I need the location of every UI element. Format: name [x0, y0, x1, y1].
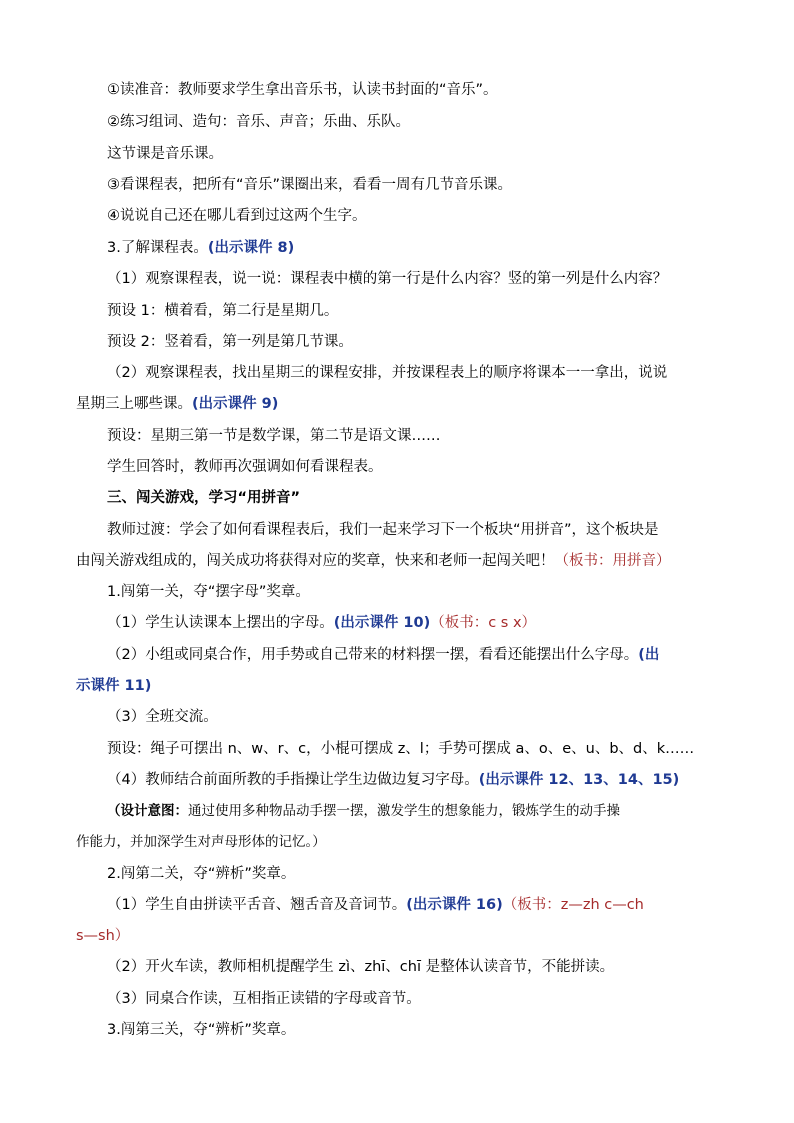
teacher-transition: 教师过渡：学会了如何看课程表后，我们一起来学习下一个板块“用拼音”，这个板块是	[107, 522, 659, 538]
courseware-note: (出示课件 10)	[333, 615, 431, 631]
courseware-note: (出	[638, 647, 660, 663]
level-1-step-4	[107, 770, 747, 790]
teacher-emphasis: 学生回答时，教师再次强调如何看课程表。	[107, 459, 383, 475]
board-note: （板书：z—zh c—ch	[502, 897, 644, 913]
board-note: （板书：c s x）	[430, 615, 537, 631]
design-intent-cont: 作能力，并加深学生对声母形体的记忆。）	[76, 834, 326, 850]
teacher-transition-cont	[76, 551, 747, 571]
courseware-note: 示课件 11)	[76, 678, 152, 694]
line-text: （2）小组或同桌合作，用手势或自己带来的材料摆一摆，看看还能摆出什么字母。	[107, 647, 639, 663]
question-wednesday-cont	[76, 394, 747, 414]
level-2-step-1	[107, 895, 747, 915]
paragraph-circle-music: ③看课程表，把所有“音乐”课圈出来，看看一周有几节音乐课。	[107, 177, 513, 193]
paragraph-music-class: 这节课是音乐课。	[107, 146, 223, 162]
line-text: （4）教师结合前面所教的手指操让学生边做边复习字母。	[107, 772, 479, 788]
level-2-heading: 2.闯第二关，夺“辨析”奖章。	[107, 866, 296, 882]
question-wednesday: （2）观察课程表，找出星期三的课程安排，并按课程表上的顺序将课本一一拿出，说说	[107, 365, 668, 381]
preset-2: 预设 2：竖着看，第一列是第几节课。	[107, 334, 353, 350]
courseware-note: (出示课件 8)	[207, 240, 295, 256]
question-observe-schedule: （1）观察课程表，说一说：课程表中横的第一行是什么内容？竖的第一列是什么内容？	[107, 271, 668, 287]
level-1-step-1	[107, 613, 747, 633]
level-1-step-2	[107, 645, 747, 665]
board-note: s—sh）	[76, 928, 130, 944]
level-2-step-3: （3）同桌合作读，互相指正读错的字母或音节。	[107, 991, 421, 1007]
level-1-step-2-cont	[76, 676, 747, 696]
section-heading-pinyin-game: 三、闯关游戏，学习“用拼音”	[107, 490, 301, 506]
design-intent	[107, 801, 747, 821]
level-2-step-2: （2）开火车读，教师相机提醒学生 zì、zhī、chī 是整体认读音节，不能拼读。	[107, 959, 615, 975]
step-text: 3.了解课程表。	[107, 240, 208, 256]
line-text: （1）学生自由拼读平舌音、翘舌音及音词节。	[107, 897, 407, 913]
paragraph-word-practice: ②练习组词、造句：音乐、声音；乐曲、乐队。	[107, 114, 410, 130]
line-text: （1）学生认读课本上摆出的字母。	[107, 615, 334, 631]
preset-1: 预设 1：横着看，第二行是星期几。	[107, 303, 339, 319]
paragraph-read-pronunciation: ①读准音：教师要求学生拿出音乐书，认读书封面的“音乐”。	[107, 82, 498, 98]
courseware-note: (出示课件 16)	[406, 897, 503, 913]
step-3-understand-schedule	[107, 238, 747, 258]
level-2-step-1-cont	[76, 926, 747, 946]
preset-wednesday: 预设：星期三第一节是数学课，第二节是语文课……	[107, 428, 441, 444]
board-note: （板书：用拼音）	[554, 553, 671, 569]
design-intent-text: 通过使用多种物品动手摆一摆，激发学生的想象能力，锻炼学生的动手操	[188, 803, 620, 819]
level-3-heading: 3.闯第三关，夺“辨析”奖章。	[107, 1022, 296, 1038]
line-text: 星期三上哪些课。	[76, 396, 192, 412]
level-1-preset: 预设：绳子可摆出 n、w、r、c，小棍可摆成 z、l；手势可摆成 a、o、e、u、b、d、k……	[107, 741, 695, 757]
level-1-step-3: （3）全班交流。	[107, 709, 218, 725]
design-intent-label: （设计意图：	[107, 803, 188, 819]
courseware-note: (出示课件 9)	[192, 396, 279, 412]
paragraph-where-seen: ④说说自己还在哪儿看到过这两个生字。	[107, 208, 367, 224]
courseware-note: (出示课件 12、13、14、15)	[478, 772, 680, 788]
line-text: 由闯关游戏组成的，闯关成功将获得对应的奖章，快来和老师一起闯关吧！	[76, 553, 555, 569]
level-1-heading: 1.闯第一关，夺“摆字母”奖章。	[107, 584, 310, 600]
